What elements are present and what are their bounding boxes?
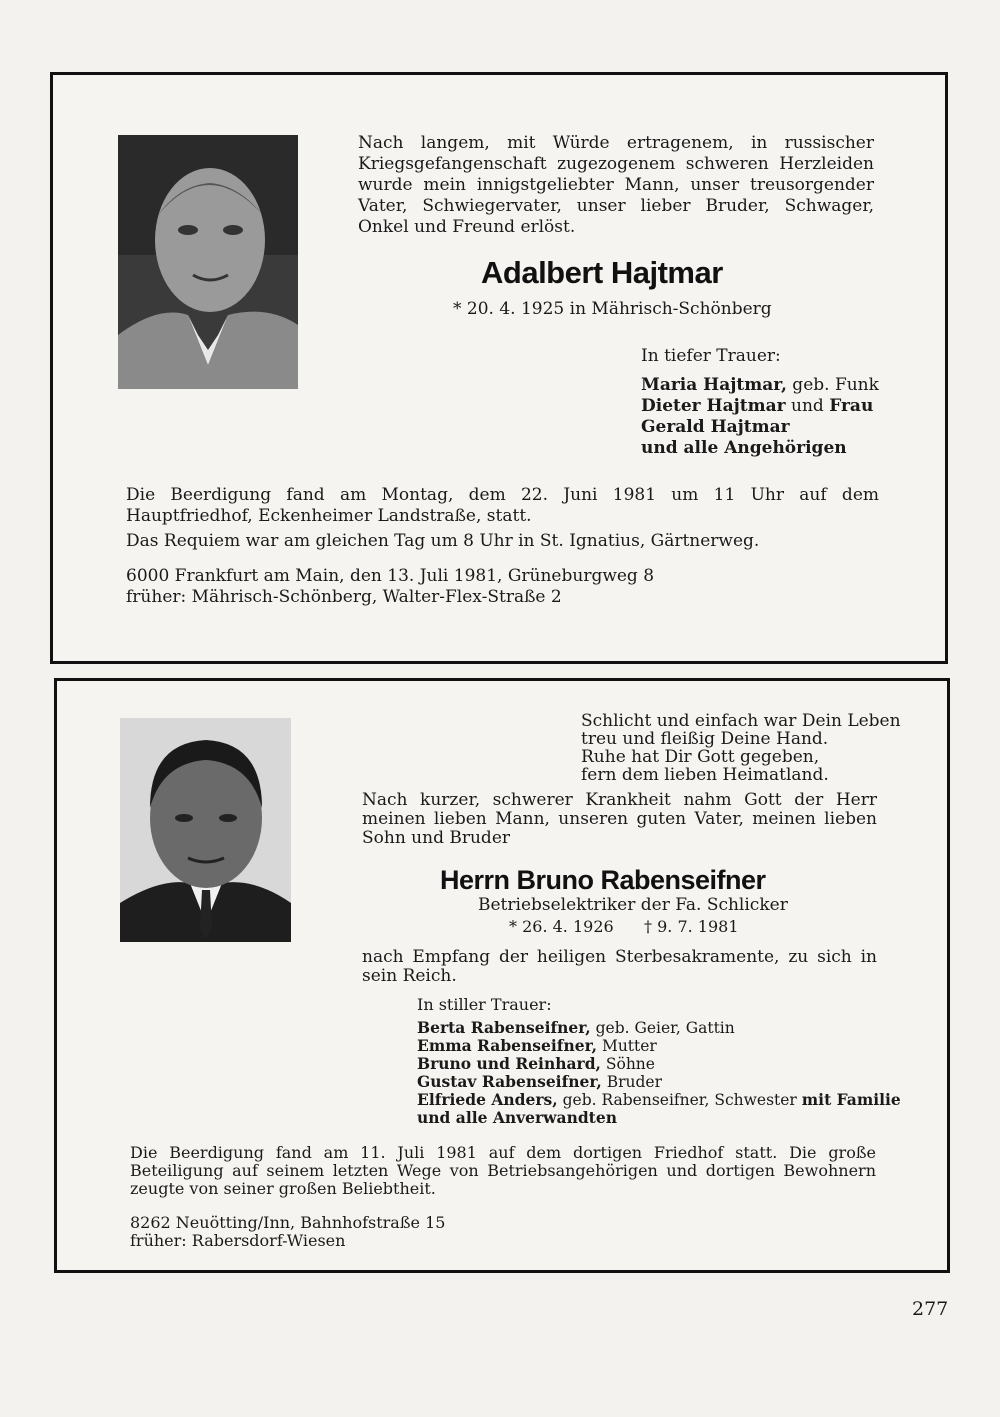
poem-line: treu und fleißig Deine Hand. xyxy=(581,729,829,749)
address: 8262 Neuötting/Inn, Bahnhofstraße 15 xyxy=(130,1213,446,1232)
mourner-detail: geb. Geier, Gattin xyxy=(590,1019,735,1037)
mourner-name: Emma Rabenseifner, xyxy=(417,1036,598,1055)
poem-line: fern dem lieben Heimatland. xyxy=(581,765,829,785)
mourner-detail: Söhne xyxy=(600,1055,655,1073)
mourner-line xyxy=(417,1055,901,1073)
birth-date: * 26. 4. 1926 xyxy=(509,917,614,936)
mourner-name: Gerald Hajtmar xyxy=(641,417,790,437)
deceased-name: Adalbert Hajtmar xyxy=(481,255,723,290)
mourner-name: Dieter Hajtmar xyxy=(641,396,786,416)
funeral-info: Die Beerdigung fand am Montag, dem 22. Juni 1981 um 11 Uhr auf dem Hauptfriedhof, Eckenheimer Landstraße, statt. xyxy=(126,485,879,526)
mourner-name: Elfriede Anders, xyxy=(417,1090,558,1109)
former-address: früher: Mährisch-Schönberg, Walter-Flex-Straße 2 xyxy=(126,587,562,607)
requiem-info: Das Requiem war am gleichen Tag um 8 Uhr in St. Ignatius, Gärtnerweg. xyxy=(126,531,760,551)
mourner-line xyxy=(641,438,879,459)
after-paragraph: nach Empfang der heiligen Sterbesakramente, zu sich in sein Reich. xyxy=(362,947,877,986)
mourning-heading: In stiller Trauer: xyxy=(417,995,552,1014)
mourner-line xyxy=(417,1109,901,1127)
birth-info: * 20. 4. 1925 in Mährisch-Schönberg xyxy=(453,299,772,319)
address: 6000 Frankfurt am Main, den 13. Juli 1981, Grüneburgweg 8 xyxy=(126,566,655,586)
poem xyxy=(581,712,901,784)
mourner-detail: geb. Rabenseifner, Schwester xyxy=(557,1091,802,1109)
mourner-name: Maria Hajtmar, xyxy=(641,375,787,395)
mourner-line xyxy=(641,396,879,417)
intro-paragraph: Nach langem, mit Würde ertragenem, in russischer Kriegsgefangenschaft zugezogenem schweren Herzleiden wurde mein innigstgeliebter Mann, unser treusorgender Vater, Schwiegervater, unser lieber Bruder, Schwager, Onkel und Freund erlöst. xyxy=(358,133,874,237)
portrait-photo-hajtmar xyxy=(118,135,298,389)
mourner-name: Berta Rabenseifner, xyxy=(417,1018,591,1037)
mourner-name: und alle Anverwandten xyxy=(417,1108,617,1127)
mourner-detail: Bruder xyxy=(601,1073,663,1091)
mourner-name: Gustav Rabenseifner, xyxy=(417,1072,602,1091)
mourning-heading: In tiefer Trauer: xyxy=(641,346,781,366)
mourner-name: und alle Angehörigen xyxy=(641,438,847,458)
mourners-list xyxy=(641,375,879,459)
mourner-line xyxy=(641,417,879,438)
obituary-notice-hajtmar xyxy=(50,72,948,664)
poem-line: Schlicht und einfach war Dein Leben xyxy=(581,711,901,731)
portrait-photo-rabenseifner xyxy=(120,718,291,942)
mourner-line xyxy=(641,375,879,396)
death-date: † 9. 7. 1981 xyxy=(644,917,739,936)
mourner-line xyxy=(417,1019,901,1037)
occupation: Betriebselektriker der Fa. Schlicker xyxy=(478,895,788,915)
poem-line: Ruhe hat Dir Gott gegeben, xyxy=(581,747,820,767)
mourner-line xyxy=(417,1073,901,1091)
mourner-detail: geb. Funk xyxy=(786,375,879,395)
page-number: 277 xyxy=(912,1298,949,1320)
deceased-name: Herrn Bruno Rabenseifner xyxy=(440,865,766,895)
former-address: früher: Rabersdorf-Wiesen xyxy=(130,1231,346,1250)
mourners-list xyxy=(417,1019,901,1127)
mourner-line xyxy=(417,1091,901,1109)
mourner-detail: und xyxy=(785,396,830,416)
mourner-detail: Mutter xyxy=(597,1037,657,1055)
funeral-info: Die Beerdigung fand am 11. Juli 1981 auf dem dortigen Friedhof statt. Die große Beteiligung auf seinem letzten Wege von Betriebsangehörigen und dortigen Bewohnern zeugte von seiner großen Beliebtheit. xyxy=(130,1143,876,1198)
mourner-line xyxy=(417,1037,901,1055)
mourner-extra: mit Familie xyxy=(801,1090,901,1109)
intro-paragraph: Nach kurzer, schwerer Krankheit nahm Gott der Herr meinen lieben Mann, unseren guten Vater, meinen lieben Sohn und Bruder xyxy=(362,790,877,848)
obituary-notice-rabenseifner xyxy=(54,678,950,1273)
mourner-name: Bruno und Reinhard, xyxy=(417,1054,601,1073)
mourner-extra: Frau xyxy=(829,396,874,416)
